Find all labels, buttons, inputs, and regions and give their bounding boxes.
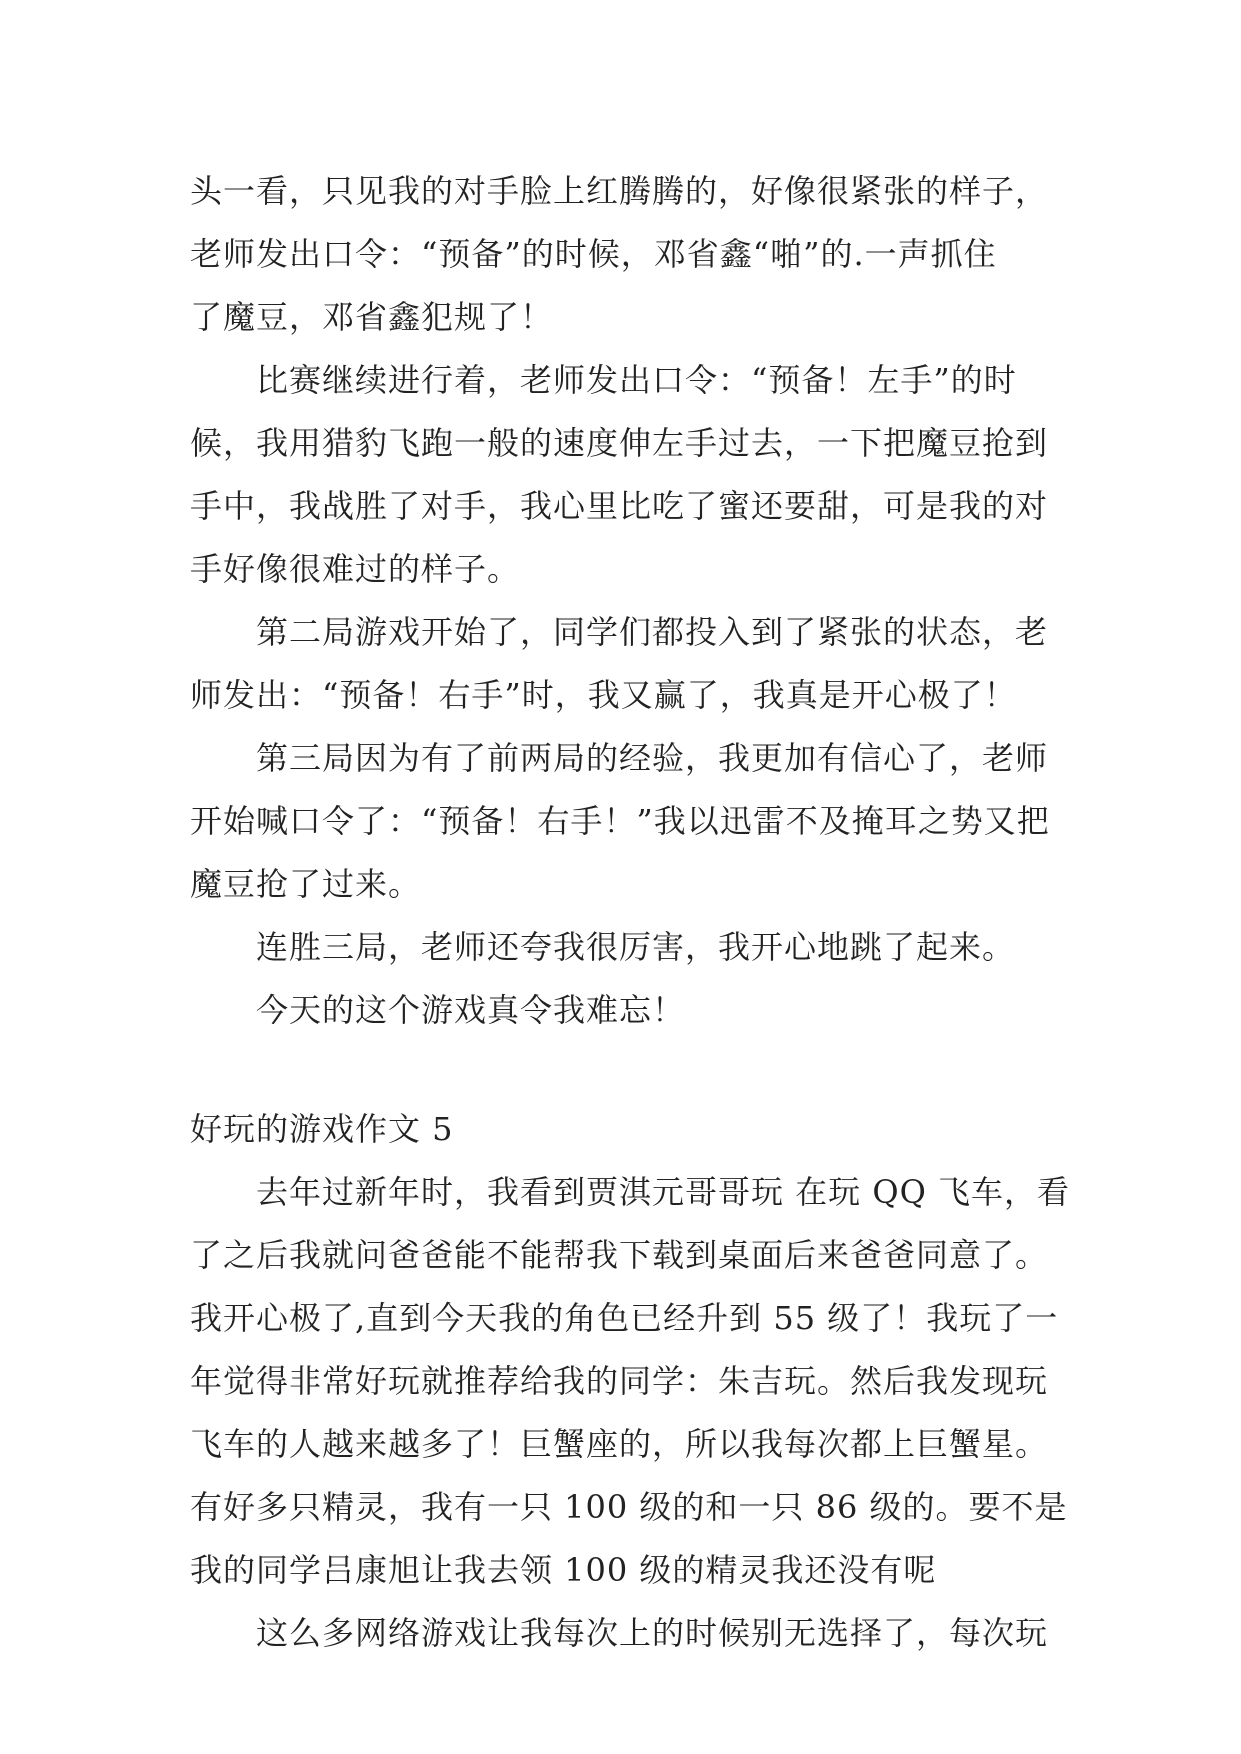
text-line: 头一看，只见我的对手脸上红腾腾的，好像很紧张的样子，: [190, 172, 1049, 210]
text-line: 开始喊口令了：“预备！右手！”我以迅雷不及掩耳之势又把: [190, 802, 1050, 840]
text-line: 有好多只精灵，我有一只 100 级的和一只 86 级的。要不是: [190, 1488, 1068, 1526]
text-line: 了之后我就问爸爸能不能帮我下载到桌面后来爸爸同意了。: [190, 1236, 1049, 1274]
text-line: 了魔豆，邓省鑫犯规了！: [190, 298, 554, 336]
text-line: 我的同学吕康旭让我去领 100 级的精灵我还没有呢: [190, 1551, 937, 1589]
paragraph-start-line: 第二局游戏开始了，同学们都投入到了紧张的状态，老: [256, 613, 1049, 651]
document-page: [190, 160, 1070, 1665]
text-line: 手中，我战胜了对手，我心里比吃了蜜还要甜，可是我的对: [190, 487, 1049, 525]
paragraph-start-line: 第三局因为有了前两局的经验，我更加有信心了，老师: [256, 739, 1049, 777]
text-line: 老师发出口令：“预备”的时候，邓省鑫“啪”的.一声抓住: [190, 235, 997, 273]
section-gap: [190, 1042, 1070, 1098]
text-line: 飞车的人越来越多了！巨蟹座的，所以我每次都上巨蟹星。: [190, 1425, 1049, 1463]
text-line: 魔豆抢了过来。: [190, 865, 422, 903]
text-line: 年觉得非常好玩就推荐给我的同学：朱吉玩。然后我发现玩: [190, 1362, 1049, 1400]
text-line: 手好像很难过的样子。: [190, 550, 521, 588]
text-line: 我开心极了,直到今天我的角色已经升到 55 级了！我玩了一: [190, 1299, 1059, 1337]
paragraph-start-line: 这么多网络游戏让我每次上的时候别无选择了，每次玩: [256, 1614, 1049, 1652]
section-title: 好玩的游戏作文 5: [190, 1110, 454, 1148]
paragraph-start-line: 去年过新年时，我看到贾淇元哥哥玩 在玩 QQ 飞车，看: [256, 1173, 1070, 1211]
paragraph-start-line: 连胜三局，老师还夸我很厉害，我开心地跳了起来。: [256, 928, 1016, 966]
paragraph-start-line: 比赛继续进行着，老师发出口令：“预备！左手”的时: [256, 361, 1017, 399]
text-line: 候，我用猎豹飞跑一般的速度伸左手过去，一下把魔豆抢到: [190, 424, 1049, 462]
paragraph-start-line: 今天的这个游戏真令我难忘！: [256, 991, 686, 1029]
text-line: 师发出：“预备！右手”时，我又赢了，我真是开心极了！: [190, 676, 1017, 714]
